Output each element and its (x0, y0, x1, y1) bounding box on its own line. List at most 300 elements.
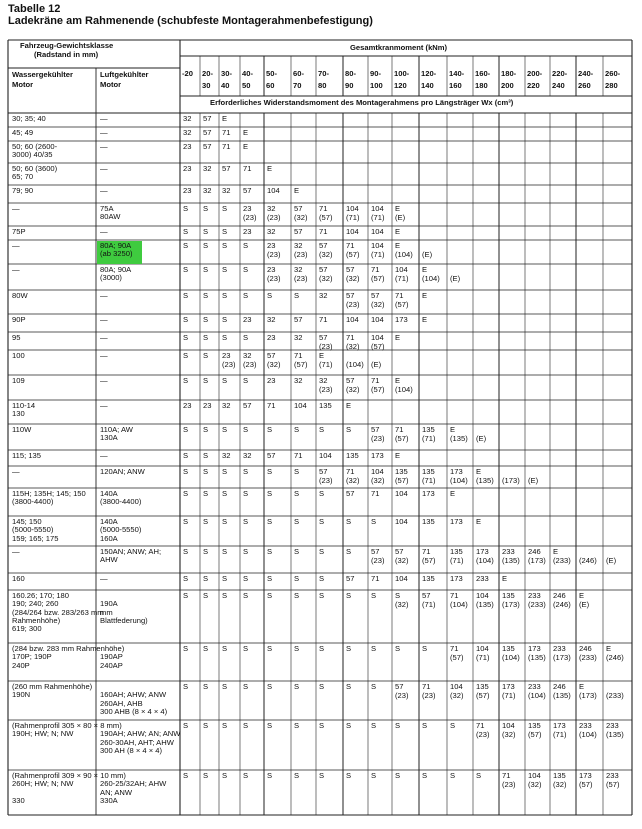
section-modulus-value: S (267, 467, 273, 476)
section-modulus-value: 32 (183, 128, 192, 137)
section-modulus-value: E (422, 265, 428, 274)
section-modulus-value: 104 (476, 591, 489, 600)
section-modulus-value: S (243, 644, 249, 653)
water-cooled-model: (5000-5550) (12, 525, 54, 535)
section-modulus-value: S (183, 204, 189, 213)
section-modulus-value: (173) (528, 556, 546, 565)
moment-range-label: 180 (475, 81, 488, 90)
section-modulus-value: S (346, 547, 352, 556)
section-modulus-value: (104) (450, 476, 468, 485)
section-modulus-value: (173) (502, 476, 520, 485)
section-modulus-value: (23) (319, 385, 333, 394)
moment-range-label: 160- (475, 69, 491, 78)
section-modulus-value: 32 (267, 315, 276, 324)
section-modulus-value: 71 (346, 333, 355, 342)
section-modulus-value: E (395, 451, 401, 460)
section-modulus-value: 135 (422, 467, 435, 476)
section-modulus-value: S (183, 376, 189, 385)
section-modulus-value: (135) (553, 691, 571, 700)
section-modulus-value: S (203, 451, 209, 460)
section-modulus-value: 246 (579, 644, 592, 653)
section-modulus-value: 71 (502, 771, 511, 780)
water-cooled-model: 45; 49 (12, 128, 34, 137)
section-modulus-value: 233 (579, 721, 592, 730)
moment-range-label: 220 (527, 81, 540, 90)
section-modulus-value: 32 (267, 227, 276, 236)
section-modulus-value: S (222, 721, 228, 730)
section-modulus-value: 71 (267, 401, 276, 410)
section-modulus-value: S (183, 644, 189, 653)
section-modulus-value: S (222, 333, 228, 342)
section-modulus-value: (104) (502, 653, 520, 662)
section-modulus-value: (23) (422, 691, 436, 700)
water-cooled-model: 260H; HW; N; NW (12, 779, 74, 789)
section-modulus-value: 23 (222, 351, 231, 360)
air-cooled-header: Luftgekühlter (100, 70, 149, 79)
section-modulus-value: 23 (183, 164, 192, 173)
section-modulus-value: (135) (528, 653, 546, 662)
section-modulus-value: S (243, 467, 249, 476)
air-cooled-model: 110A; AW (100, 425, 133, 434)
air-cooled-model: 150AN; ANW; AH; (100, 547, 162, 556)
section-modulus-value: 57 (294, 227, 303, 236)
section-modulus-value: S (243, 489, 249, 498)
section-modulus-value: E (243, 128, 249, 137)
section-modulus-value: (57) (450, 653, 464, 662)
section-modulus-value: S (183, 351, 189, 360)
section-modulus-value: 32 (294, 376, 303, 385)
section-modulus-value: S (203, 517, 209, 526)
section-modulus-value: S (243, 265, 249, 274)
moment-range-label: 120- (421, 69, 437, 78)
section-modulus-value: 71 (222, 128, 231, 137)
section-modulus-value: (57) (371, 274, 385, 283)
section-modulus-value: S (243, 591, 249, 600)
air-cooled-model: 260-30AH, AHT; AHW (100, 737, 174, 747)
section-modulus-value: (246) (579, 556, 597, 565)
section-modulus-value: E (579, 591, 585, 600)
section-modulus-value: S (346, 425, 352, 434)
section-modulus-value: S (319, 682, 325, 691)
water-cooled-model: 3000) 40/35 (12, 150, 53, 160)
section-modulus-value: S (243, 291, 249, 300)
section-modulus-value: S (203, 351, 209, 360)
section-modulus-value: 57 (294, 204, 303, 213)
section-modulus-value: 104 (450, 682, 463, 691)
water-cooled-model: 159; 165; 175 (12, 533, 59, 543)
section-modulus-value: 32 (222, 451, 231, 460)
section-modulus-value: S (183, 721, 189, 730)
air-cooled-model: 190A (100, 599, 118, 609)
section-modulus-value: S (203, 771, 209, 780)
section-modulus-value: S (203, 333, 209, 342)
section-modulus-value: 104 (476, 644, 489, 653)
moment-range-label: 90- (370, 69, 381, 78)
section-modulus-value: (57) (579, 780, 593, 789)
section-modulus-value: 71 (371, 489, 380, 498)
section-modulus-value: (71) (422, 434, 436, 443)
section-modulus-value: S (346, 771, 352, 780)
section-modulus-value: 233 (476, 574, 489, 583)
section-modulus-value: (32) (346, 342, 360, 351)
section-modulus-value: S (267, 425, 273, 434)
section-modulus-value: 173 (528, 644, 541, 653)
section-modulus-value: S (267, 771, 273, 780)
section-modulus-value: S (243, 547, 249, 556)
moment-range-label: 30- (221, 69, 232, 78)
water-cooled-model: 190; 240; 260 (12, 599, 59, 609)
section-modulus-value: E (422, 291, 428, 300)
section-modulus-value: 71 (346, 241, 355, 250)
air-cooled-model: — (100, 142, 108, 151)
section-modulus-value: E (294, 186, 300, 195)
section-modulus-value: S (294, 547, 300, 556)
section-modulus-value: S (243, 771, 249, 780)
water-cooled-model: 90P (12, 315, 26, 324)
section-modulus-value: (E) (371, 360, 382, 369)
section-modulus-value: S (183, 682, 189, 691)
section-modulus-value: S (294, 489, 300, 498)
air-cooled-model: — (100, 227, 108, 236)
moment-range-label: 60 (266, 81, 275, 90)
section-modulus-value: (71) (553, 730, 567, 739)
section-modulus-value: S (222, 547, 228, 556)
section-modulus-value: (32) (371, 300, 385, 309)
section-modulus-value: (57) (395, 434, 409, 443)
section-modulus-value: 57 (319, 241, 328, 250)
section-modulus-value: S (183, 291, 189, 300)
section-modulus-value: (23) (319, 342, 333, 351)
section-modulus-value: 104 (346, 227, 359, 236)
section-modulus-value: 173 (371, 451, 384, 460)
section-modulus-value: 104 (346, 204, 359, 213)
section-modulus-value: S (395, 721, 401, 730)
moment-range-label: -20 (182, 69, 193, 78)
air-cooled-model: — (100, 574, 108, 583)
moment-range-label: 260- (605, 69, 621, 78)
moment-range-label: 40- (242, 69, 253, 78)
section-modulus-value: S (183, 771, 189, 780)
section-modulus-value: 71 (476, 721, 485, 730)
section-modulus-value: S (183, 315, 189, 324)
section-modulus-value: S (183, 517, 189, 526)
section-modulus-value: 135 (346, 451, 359, 460)
section-modulus-value: S (267, 547, 273, 556)
section-modulus-value: S (243, 376, 249, 385)
water-cooled-model: — (12, 547, 20, 556)
water-cooled-model: — (12, 265, 20, 274)
section-modulus-value: 173 (579, 771, 592, 780)
section-modulus-value: S (243, 682, 249, 691)
section-modulus-value: (32) (267, 360, 281, 369)
section-modulus-value: 104 (294, 401, 307, 410)
section-modulus-value: E (450, 425, 456, 434)
water-cooled-model: 50; 60 (3600) (12, 164, 58, 173)
section-modulus-value: 135 (319, 401, 332, 410)
moment-range-label: 100- (394, 69, 410, 78)
section-modulus-value: (71) (422, 476, 436, 485)
section-modulus-value: S (319, 771, 325, 780)
air-cooled-model: 260AH, AHB (100, 698, 143, 708)
section-modulus-value: E (476, 467, 482, 476)
section-modulus-value: (57) (294, 360, 308, 369)
section-modulus-value: (173) (579, 691, 597, 700)
section-modulus-value: (173) (502, 600, 520, 609)
section-modulus-value: S (294, 467, 300, 476)
section-modulus-value: 104 (346, 315, 359, 324)
section-modulus-value: 71 (371, 376, 380, 385)
section-modulus-value: S (395, 591, 401, 600)
section-modulus-value: S (371, 771, 377, 780)
air-cooled-model: 190AP (100, 652, 123, 662)
section-modulus-value: 135 (450, 547, 463, 556)
section-modulus-value: (135) (476, 600, 494, 609)
section-modulus-value: S (183, 467, 189, 476)
section-modulus-value: S (371, 591, 377, 600)
section-modulus-value: S (243, 333, 249, 342)
section-modulus-value: S (294, 591, 300, 600)
water-cooled-model: (284/264 bzw. 283/263 mm (12, 607, 104, 617)
section-modulus-value: (71) (346, 213, 360, 222)
section-modulus-value: (23) (371, 434, 385, 443)
section-modulus-value: S (267, 517, 273, 526)
section-modulus-value: (57) (528, 730, 542, 739)
section-modulus-value: 57 (203, 142, 212, 151)
air-cooled-model: 240AP (100, 660, 123, 670)
section-modulus-value: 104 (371, 227, 384, 236)
section-modulus-value: 71 (395, 425, 404, 434)
section-modulus-value: S (346, 591, 352, 600)
section-modulus-value: (23) (476, 730, 490, 739)
moment-range-label: 60- (293, 69, 304, 78)
section-modulus-value: E (395, 204, 401, 213)
section-modulus-value: S (422, 771, 428, 780)
section-modulus-value: (246) (606, 653, 624, 662)
section-modulus-value: 104 (319, 451, 332, 460)
section-modulus-value: (23) (294, 274, 308, 283)
section-modulus-value: S (319, 489, 325, 498)
section-modulus-value: (104) (528, 691, 546, 700)
moment-range-label: 260 (578, 81, 591, 90)
section-modulus-value: (23) (267, 213, 281, 222)
water-cooled-model: 170P; 190P (12, 652, 52, 662)
section-modulus-value: (23) (319, 476, 333, 485)
section-modulus-value: S (371, 517, 377, 526)
water-cooled-model: 145; 150 (12, 517, 42, 526)
water-cooled-model: 109 (12, 376, 25, 385)
section-modulus-value: 135 (502, 591, 515, 600)
water-cooled-model: 190H; HW; N; NW (12, 729, 74, 739)
section-modulus-value: (104) (395, 250, 413, 259)
section-modulus-value: 71 (371, 574, 380, 583)
moment-range-label: 140 (421, 81, 434, 90)
section-modulus-value: 104 (267, 186, 280, 195)
section-modulus-value: 57 (346, 291, 355, 300)
section-modulus-value: (71) (371, 250, 385, 259)
section-modulus-value: (135) (606, 730, 624, 739)
section-modulus-value: (E) (579, 600, 590, 609)
section-modulus-value: (32) (553, 780, 567, 789)
section-modulus-value: 104 (371, 333, 384, 342)
section-modulus-value: 233 (528, 682, 541, 691)
water-cooled-model: 190N (12, 690, 31, 700)
section-modulus-value: S (183, 227, 189, 236)
section-modulus-value: (233) (528, 600, 546, 609)
water-cooled-model: 95 (12, 333, 21, 342)
air-cooled-model: Blattfederung) (100, 615, 148, 625)
section-modulus-value: 246 (528, 547, 541, 556)
section-modulus-value: (246) (553, 600, 571, 609)
section-modulus-value: (104) (395, 385, 413, 394)
section-modulus-value: 173 (450, 467, 463, 476)
section-modulus-value: 71 (450, 644, 459, 653)
section-modulus-value: S (222, 771, 228, 780)
section-modulus-value: (173) (553, 653, 571, 662)
section-modulus-value: 32 (222, 401, 231, 410)
section-modulus-value: S (222, 265, 228, 274)
section-modulus-value: S (267, 682, 273, 691)
section-modulus-value: (71) (371, 213, 385, 222)
section-modulus-value: (23) (371, 556, 385, 565)
section-modulus-value: S (203, 265, 209, 274)
section-modulus-value: (32) (294, 213, 308, 222)
section-modulus-value: S (294, 517, 300, 526)
water-cooled-model: 130 (12, 409, 25, 419)
section-modulus-value: 57 (222, 164, 231, 173)
section-modulus-value: 104 (395, 574, 408, 583)
section-modulus-value: S (203, 467, 209, 476)
air-cooled-model: 80AW (100, 212, 121, 222)
section-modulus-value: 71 (222, 142, 231, 151)
required-section-modulus-header: Erforderliches Widerstandsmoment des Montagerahmens pro Längsträger Wx (cm³) (210, 98, 514, 107)
air-cooled-model: 140A (100, 517, 118, 526)
section-modulus-value: S (371, 682, 377, 691)
water-cooled-model: (Rahmenprofil 305 × 80 × 8 mm) (12, 721, 122, 730)
vehicle-class-header: Fahrzeug-Gewichtsklasse (20, 41, 114, 50)
air-cooled-model: 330A (100, 795, 118, 805)
section-modulus-value: (32) (319, 250, 333, 259)
section-modulus-value: 71 (319, 227, 328, 236)
section-modulus-value: S (203, 644, 209, 653)
section-modulus-value: S (203, 241, 209, 250)
section-modulus-value: 71 (371, 265, 380, 274)
section-modulus-value: (135) (450, 434, 468, 443)
section-modulus-value: S (319, 721, 325, 730)
water-cooled-model: 30; 35; 40 (12, 114, 46, 123)
moment-range-label: 70- (318, 69, 329, 78)
section-modulus-value: S (222, 591, 228, 600)
section-modulus-value: (E) (395, 213, 406, 222)
section-modulus-value: (135) (476, 476, 494, 485)
air-cooled-model: AHW (100, 555, 118, 565)
air-cooled-model: (3000) (100, 273, 122, 283)
water-cooled-model: (Rahmenprofil 309 × 90 × 10 mm) (12, 771, 126, 780)
section-modulus-value: 23 (267, 265, 276, 274)
section-modulus-value: (233) (553, 556, 571, 565)
section-modulus-value: 57 (267, 451, 276, 460)
section-modulus-value: 173 (395, 315, 408, 324)
section-modulus-value: S (450, 721, 456, 730)
section-modulus-value: S (267, 591, 273, 600)
water-cooled-model: 160.26; 170; 180 (12, 591, 70, 600)
section-modulus-value: S (203, 489, 209, 498)
moment-range-label: 40 (221, 81, 230, 90)
air-cooled-model: — (100, 351, 108, 360)
section-modulus-value: S (183, 265, 189, 274)
section-modulus-value: (57) (371, 342, 385, 351)
moment-range-label: 20- (202, 69, 213, 78)
section-modulus-value: S (222, 517, 228, 526)
section-modulus-value: 104 (371, 204, 384, 213)
water-cooled-model: 79; 90 (12, 186, 34, 195)
section-modulus-value: 233 (502, 547, 515, 556)
section-modulus-value: S (222, 425, 228, 434)
section-modulus-value: 23 (243, 204, 252, 213)
water-cooled-model: 330 (12, 795, 25, 805)
section-modulus-value: S (395, 644, 401, 653)
section-modulus-value: S (203, 204, 209, 213)
section-modulus-value: 23 (243, 315, 252, 324)
section-modulus-value: 135 (422, 425, 435, 434)
water-cooled-model: (3800-4400) (12, 497, 54, 507)
section-modulus-value: 71 (450, 591, 459, 600)
section-modulus-value: S (203, 721, 209, 730)
section-modulus-value: S (346, 682, 352, 691)
section-modulus-value: 173 (476, 547, 489, 556)
moment-range-label: 90 (345, 81, 354, 90)
water-cooled-model: (284 bzw. 283 mm Rahmenhöhe) (12, 644, 125, 653)
water-cooled-model: Rahmenhöhe) (12, 615, 61, 625)
section-modulus-value: 104 (528, 771, 541, 780)
moment-range-label: 120 (394, 81, 407, 90)
section-modulus-value: S (267, 574, 273, 583)
section-modulus-value: S (183, 241, 189, 250)
section-modulus-value: S (267, 644, 273, 653)
section-modulus-value: 57 (346, 489, 355, 498)
section-modulus-value: (32) (319, 274, 333, 283)
section-modulus-value: 173 (422, 489, 435, 498)
section-modulus-value: (57) (346, 250, 360, 259)
section-modulus-value: S (346, 644, 352, 653)
section-modulus-value: 57 (371, 291, 380, 300)
section-modulus-value: (23) (267, 250, 281, 259)
section-modulus-value: E (395, 227, 401, 236)
moment-range-label: 240 (552, 81, 565, 90)
section-modulus-value: S (395, 771, 401, 780)
section-modulus-value: (23) (243, 360, 257, 369)
section-modulus-value: (32) (395, 556, 409, 565)
section-modulus-value: (104) (450, 600, 468, 609)
section-modulus-value: 57 (346, 376, 355, 385)
section-modulus-value: 32 (222, 186, 231, 195)
section-modulus-value: S (319, 517, 325, 526)
air-cooled-model: AN; ANW (100, 787, 133, 797)
section-modulus-value: 32 (267, 204, 276, 213)
section-modulus-value: (E) (476, 434, 487, 443)
section-modulus-value: E (222, 114, 228, 123)
total-crane-moment-header: Gesamtkranmoment (kNm) (350, 43, 448, 52)
water-cooled-model: 115H; 135H; 145; 150 (12, 489, 86, 498)
section-modulus-value: E (476, 517, 482, 526)
section-modulus-value: 104 (395, 265, 408, 274)
section-modulus-value: (23) (243, 213, 257, 222)
section-modulus-value: 71 (346, 467, 355, 476)
section-modulus-value: S (476, 771, 482, 780)
section-modulus-value: 71 (422, 547, 431, 556)
section-modulus-value: S (267, 721, 273, 730)
section-modulus-value: S (267, 291, 273, 300)
section-modulus-value: (71) (395, 274, 409, 283)
